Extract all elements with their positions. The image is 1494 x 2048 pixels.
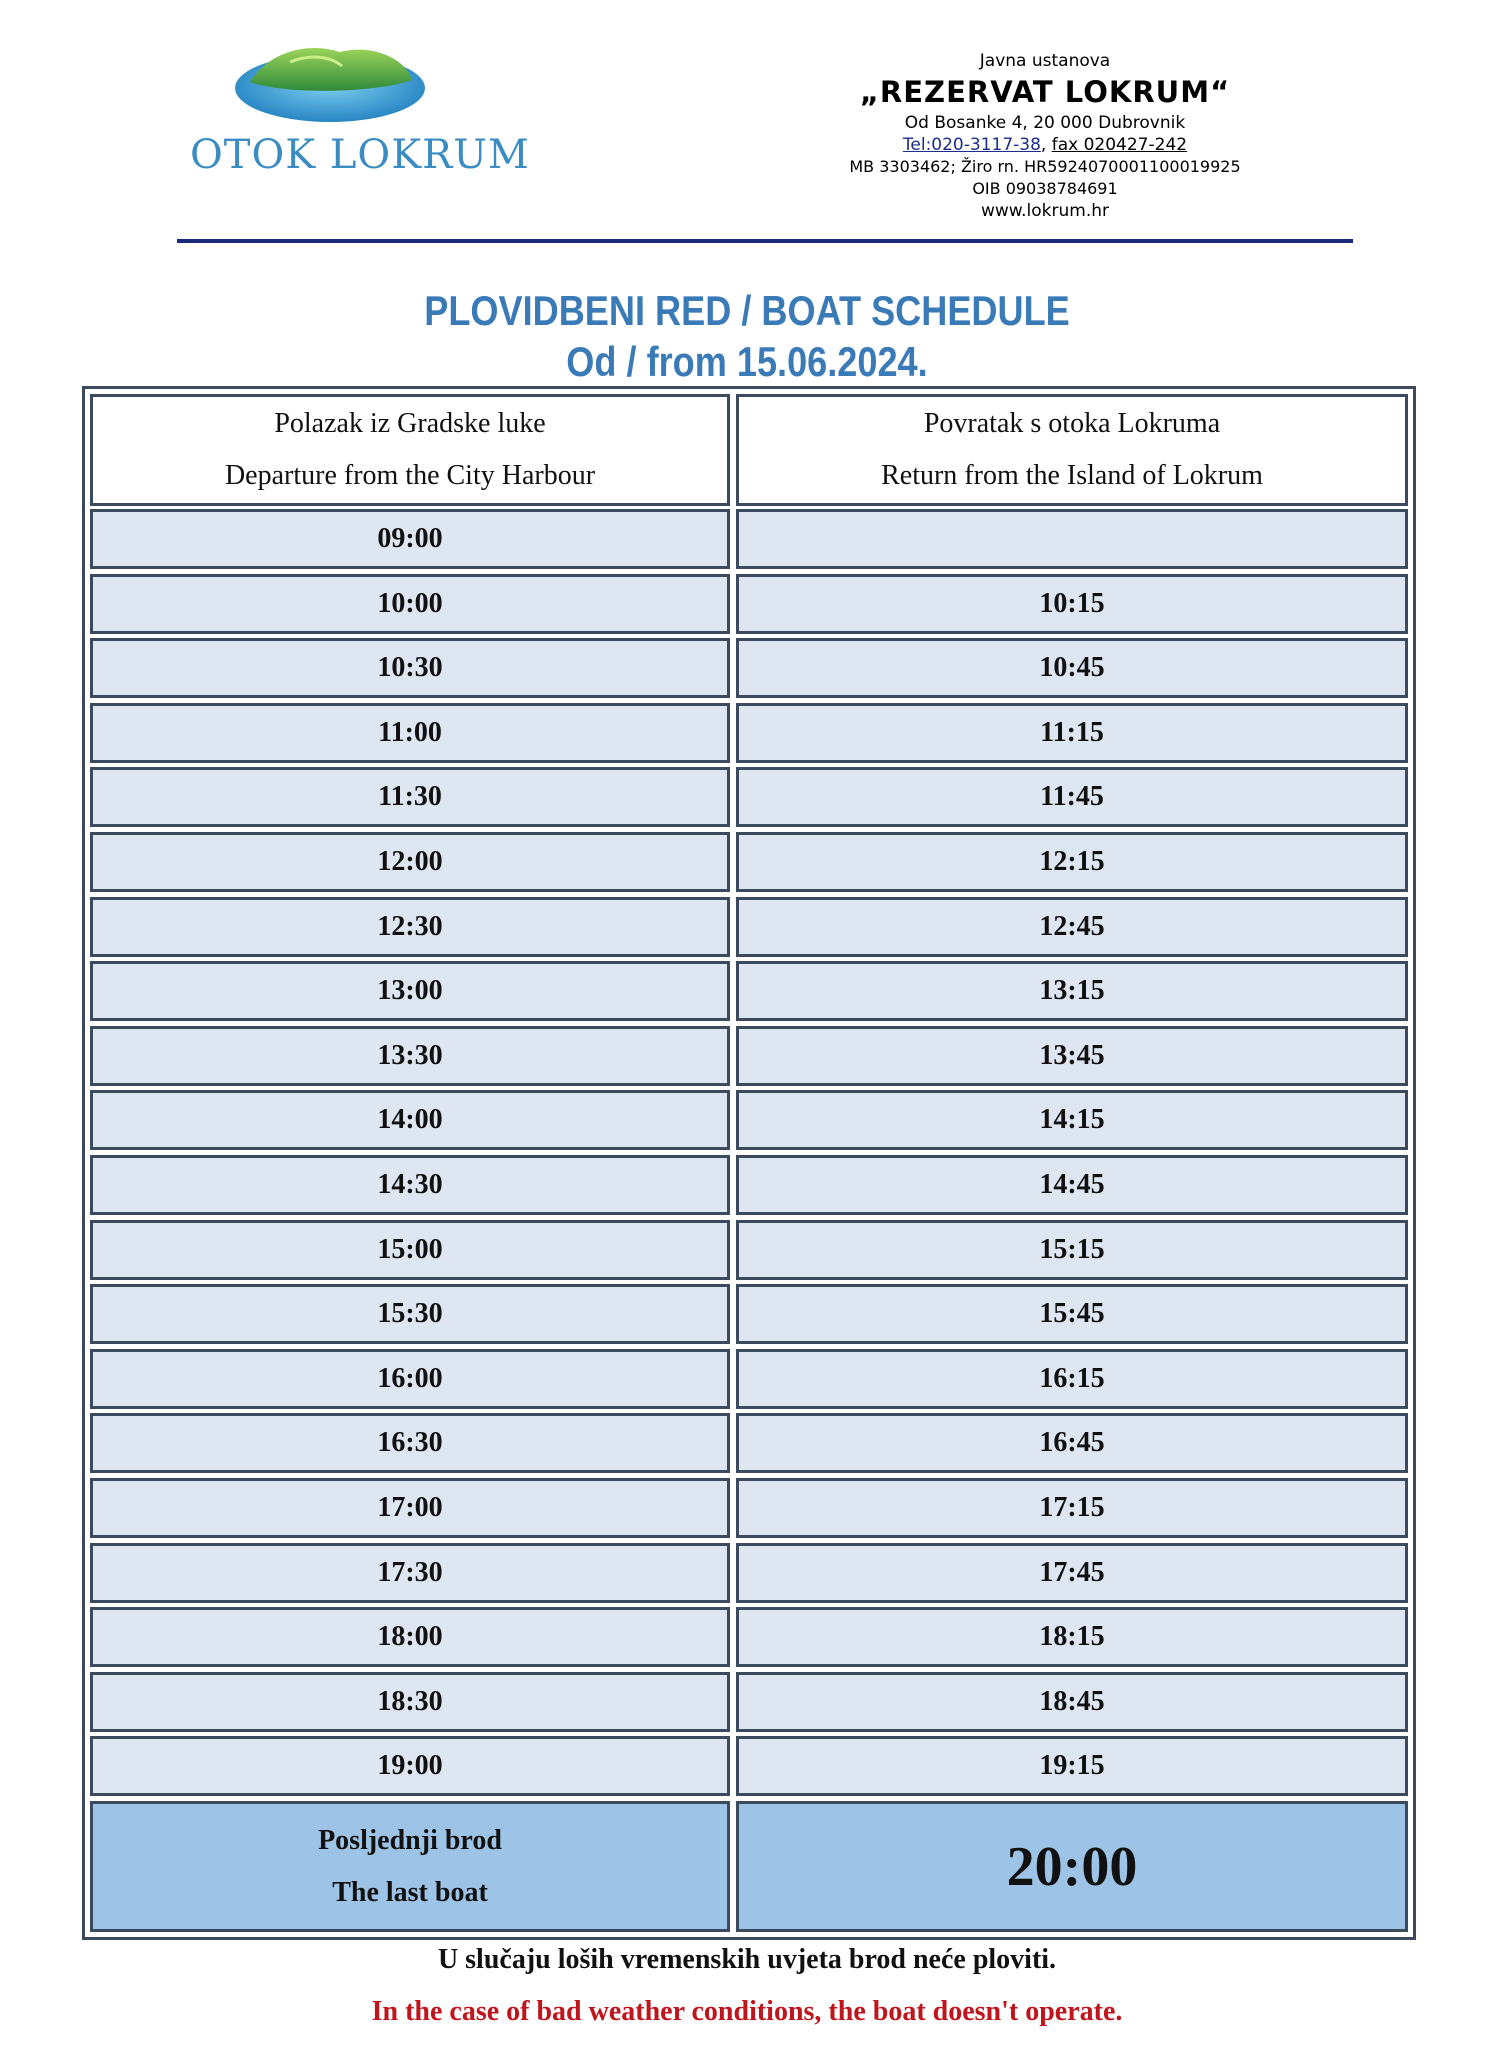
return-time: 16:45 (736, 1413, 1408, 1473)
organization-info (800, 50, 1290, 222)
return-time: 18:15 (736, 1607, 1408, 1667)
contact-separator: , (1040, 135, 1052, 155)
page-title (0, 286, 1494, 388)
otok-lokrum-logo (190, 32, 530, 192)
departure-time: 13:00 (90, 961, 730, 1021)
departure-header-en: Departure from the City Harbour (224, 460, 596, 491)
return-time: 15:15 (736, 1220, 1408, 1280)
last-boat-label (90, 1801, 730, 1932)
departure-time: 15:00 (90, 1220, 730, 1280)
last-boat-label-hr: Posljednji brod (318, 1824, 502, 1856)
org-address: Od Bosanke 4, 20 000 Dubrovnik (904, 113, 1186, 133)
departure-time: 10:00 (90, 574, 730, 634)
org-type: Javna ustanova (979, 51, 1111, 71)
departure-time: 18:30 (90, 1672, 730, 1732)
return-header-hr: Povratak s otoka Lokruma (923, 408, 1221, 439)
return-time: 13:15 (736, 961, 1408, 1021)
departure-time: 12:30 (90, 897, 730, 957)
org-oib: OIB 09038784691 (972, 179, 1118, 198)
departure-time: 10:30 (90, 638, 730, 698)
return-time: 11:15 (736, 703, 1408, 763)
return-time (736, 509, 1408, 569)
weather-note-croatian: U slučaju loših vremenskih uvjeta brod neće ploviti. (437, 1944, 1057, 1975)
return-time: 19:15 (736, 1736, 1408, 1796)
return-time: 12:45 (736, 897, 1408, 957)
return-time: 10:45 (736, 638, 1408, 698)
departure-time: 11:30 (90, 767, 730, 827)
return-time: 17:45 (736, 1543, 1408, 1603)
departure-time: 12:00 (90, 832, 730, 892)
return-time: 18:45 (736, 1672, 1408, 1732)
departure-time: 09:00 (90, 509, 730, 569)
schedule-table (82, 386, 1416, 1940)
weather-note-english: In the case of bad weather conditions, the boat doesn't operate. (371, 1996, 1123, 2027)
departure-time: 14:00 (90, 1090, 730, 1150)
org-contact (800, 134, 1290, 156)
return-header (736, 394, 1408, 506)
departure-time: 15:30 (90, 1284, 730, 1344)
last-boat-label-en: The last boat (332, 1876, 488, 1908)
return-time: 15:45 (736, 1284, 1408, 1344)
return-time: 13:45 (736, 1026, 1408, 1086)
return-time: 16:15 (736, 1349, 1408, 1409)
departure-time: 17:30 (90, 1543, 730, 1603)
return-time: 12:15 (736, 832, 1408, 892)
departure-time: 17:00 (90, 1478, 730, 1538)
island-logo-icon (230, 32, 430, 132)
return-time: 17:15 (736, 1478, 1408, 1538)
departure-time: 11:00 (90, 703, 730, 763)
title-line-2: Od / from 15.06.2024. (566, 338, 928, 385)
departure-time: 16:00 (90, 1349, 730, 1409)
org-registry: MB 3303462; Žiro rn. HR5924070001100019925 (849, 157, 1241, 176)
departure-header-hr: Polazak iz Gradske luke (274, 408, 546, 439)
fax-link[interactable]: fax 020427-242 (1051, 135, 1188, 155)
header-divider (177, 239, 1353, 243)
departure-time: 13:30 (90, 1026, 730, 1086)
departure-time: 16:30 (90, 1413, 730, 1473)
title-line-1: PLOVIDBENI RED / BOAT SCHEDULE (424, 287, 1070, 334)
return-time: 14:45 (736, 1155, 1408, 1215)
phone-link[interactable]: Tel:020-3117-38 (902, 135, 1041, 155)
departure-time: 19:00 (90, 1736, 730, 1796)
org-website[interactable]: www.lokrum.hr (980, 201, 1109, 221)
return-time: 14:15 (736, 1090, 1408, 1150)
departure-header (90, 394, 730, 506)
last-boat-time: 20:00 (736, 1801, 1408, 1932)
return-time: 11:45 (736, 767, 1408, 827)
departure-time: 18:00 (90, 1607, 730, 1667)
departure-time: 14:30 (90, 1155, 730, 1215)
logo-text: OTOK LOKRUM (190, 132, 530, 178)
return-time: 10:15 (736, 574, 1408, 634)
org-name: „REZERVAT LOKRUM“ (859, 75, 1231, 109)
return-header-en: Return from the Island of Lokrum (881, 460, 1263, 491)
